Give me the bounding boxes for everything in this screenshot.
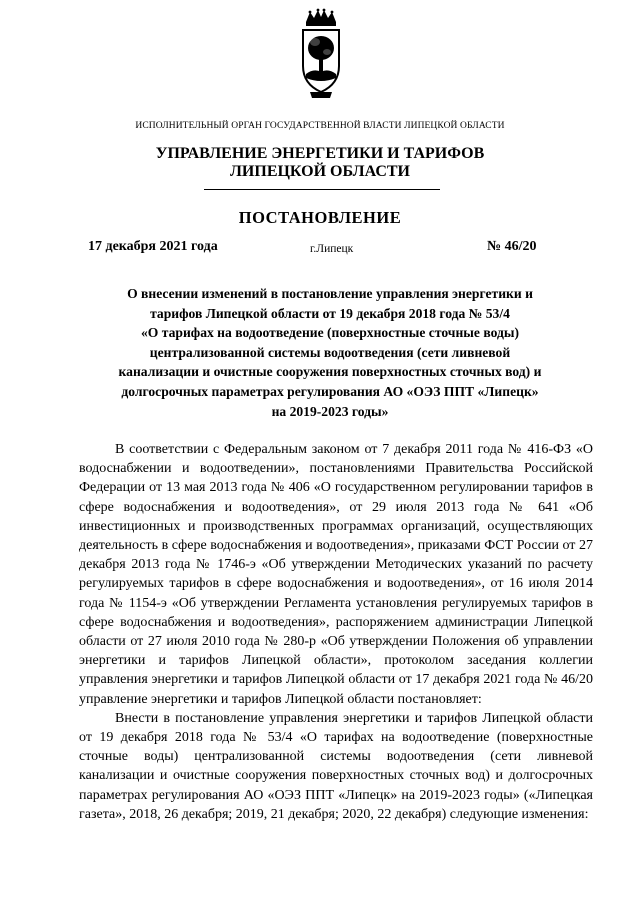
document-city: г.Липецк (310, 243, 354, 255)
header-divider (204, 189, 440, 190)
subject-line: канализации и очистные сооружения поверхностных сточных вод) и (118, 364, 542, 380)
department-line-2: ЛИПЕЦКОЙ ОБЛАСТИ (230, 163, 410, 180)
document-type: ПОСТАНОВЛЕНИЕ (238, 208, 402, 227)
authority-name: ИСПОЛНИТЕЛЬНЫЙ ОРГАН ГОСУДАРСТВЕННОЙ ВЛАСТИ ЛИПЕЦКОЙ ОБЛАСТИ (135, 121, 505, 131)
document-date: 17 декабря 2021 года (88, 239, 218, 254)
department-name (0, 145, 640, 181)
subject-line: «О тарифах на водоотведение (поверхностные сточные воды) (140, 325, 519, 341)
body-paragraph-preamble: В соответствии с Федеральным законом от 7 декабря 2011 года № 416-ФЗ «О водоснабжении и водоотведении», постановлениями Правительства Российской Федерации от 13 мая 2013 года № 406 «О государственном регулировании тарифов в сфере водоснабжения и водоотведения», от 29 июля 2013 года № 641 «Об инвестиционных и производственных программах организаций, осуществляющих деятельность в сфере водоснабжения и водоотведения», приказами ФСТ России от 27 декабря 2013 года № 1746-э «Об утверждении Методических указаний по расчету регулируемых тарифов в сфере водоснабжения и водоотведения», от 16 июля 2014 года № 1154-э «Об утверждении Регламента установления регулируемых тарифов в сфере водоснабжения и водоотведения», распоряжением администрации Липецкой области от 27 июля 2010 года № 280-р «Об утверждении Положения об управлении энергетики и тарифов Липецкой области», протоколом заседания коллегии управления энергетики и тарифов Липецкой области от 17 декабря 2021 года № 46/20 управление энергетики и тарифов Липецкой области постановляет: (79, 442, 593, 707)
coat-of-arms-icon (298, 8, 344, 100)
document-number: № 46/20 (487, 239, 537, 254)
document-subject (80, 284, 580, 421)
subject-line: централизованной системы водоотведения (сети ливневой (149, 344, 511, 360)
document-body (79, 440, 593, 824)
subject-line: на 2019-2023 годы» (271, 403, 389, 419)
subject-line: долгосрочных параметрах регулирования АО «ОЭЗ ППТ «Липецк» (121, 383, 539, 399)
body-paragraph-resolution: Внести в постановление управления энергетики и тарифов Липецкой области от 19 декабря 2018 года № 53/4 «О тарифах на водоотведение (поверхностные сточные воды) централизованной системы водоотведения (сети ливневой канализации и очистные сооружения поверхностных сточных вод) и долгосрочных параметрах регулирования АО «ОЭЗ ППТ «Липецк» на 2019-2023 годы» («Липецкая газета», 2018, 26 декабря; 2019, 21 декабря; 2020, 22 декабря) следующие изменения: (79, 710, 593, 822)
subject-line: О внесении изменений в постановление управления энергетики и (127, 286, 533, 301)
subject-line: тарифов Липецкой области от 19 декабря 2018 года № 53/4 (150, 305, 510, 321)
department-line-1: УПРАВЛЕНИЕ ЭНЕРГЕТИКИ И ТАРИФОВ (155, 145, 485, 162)
